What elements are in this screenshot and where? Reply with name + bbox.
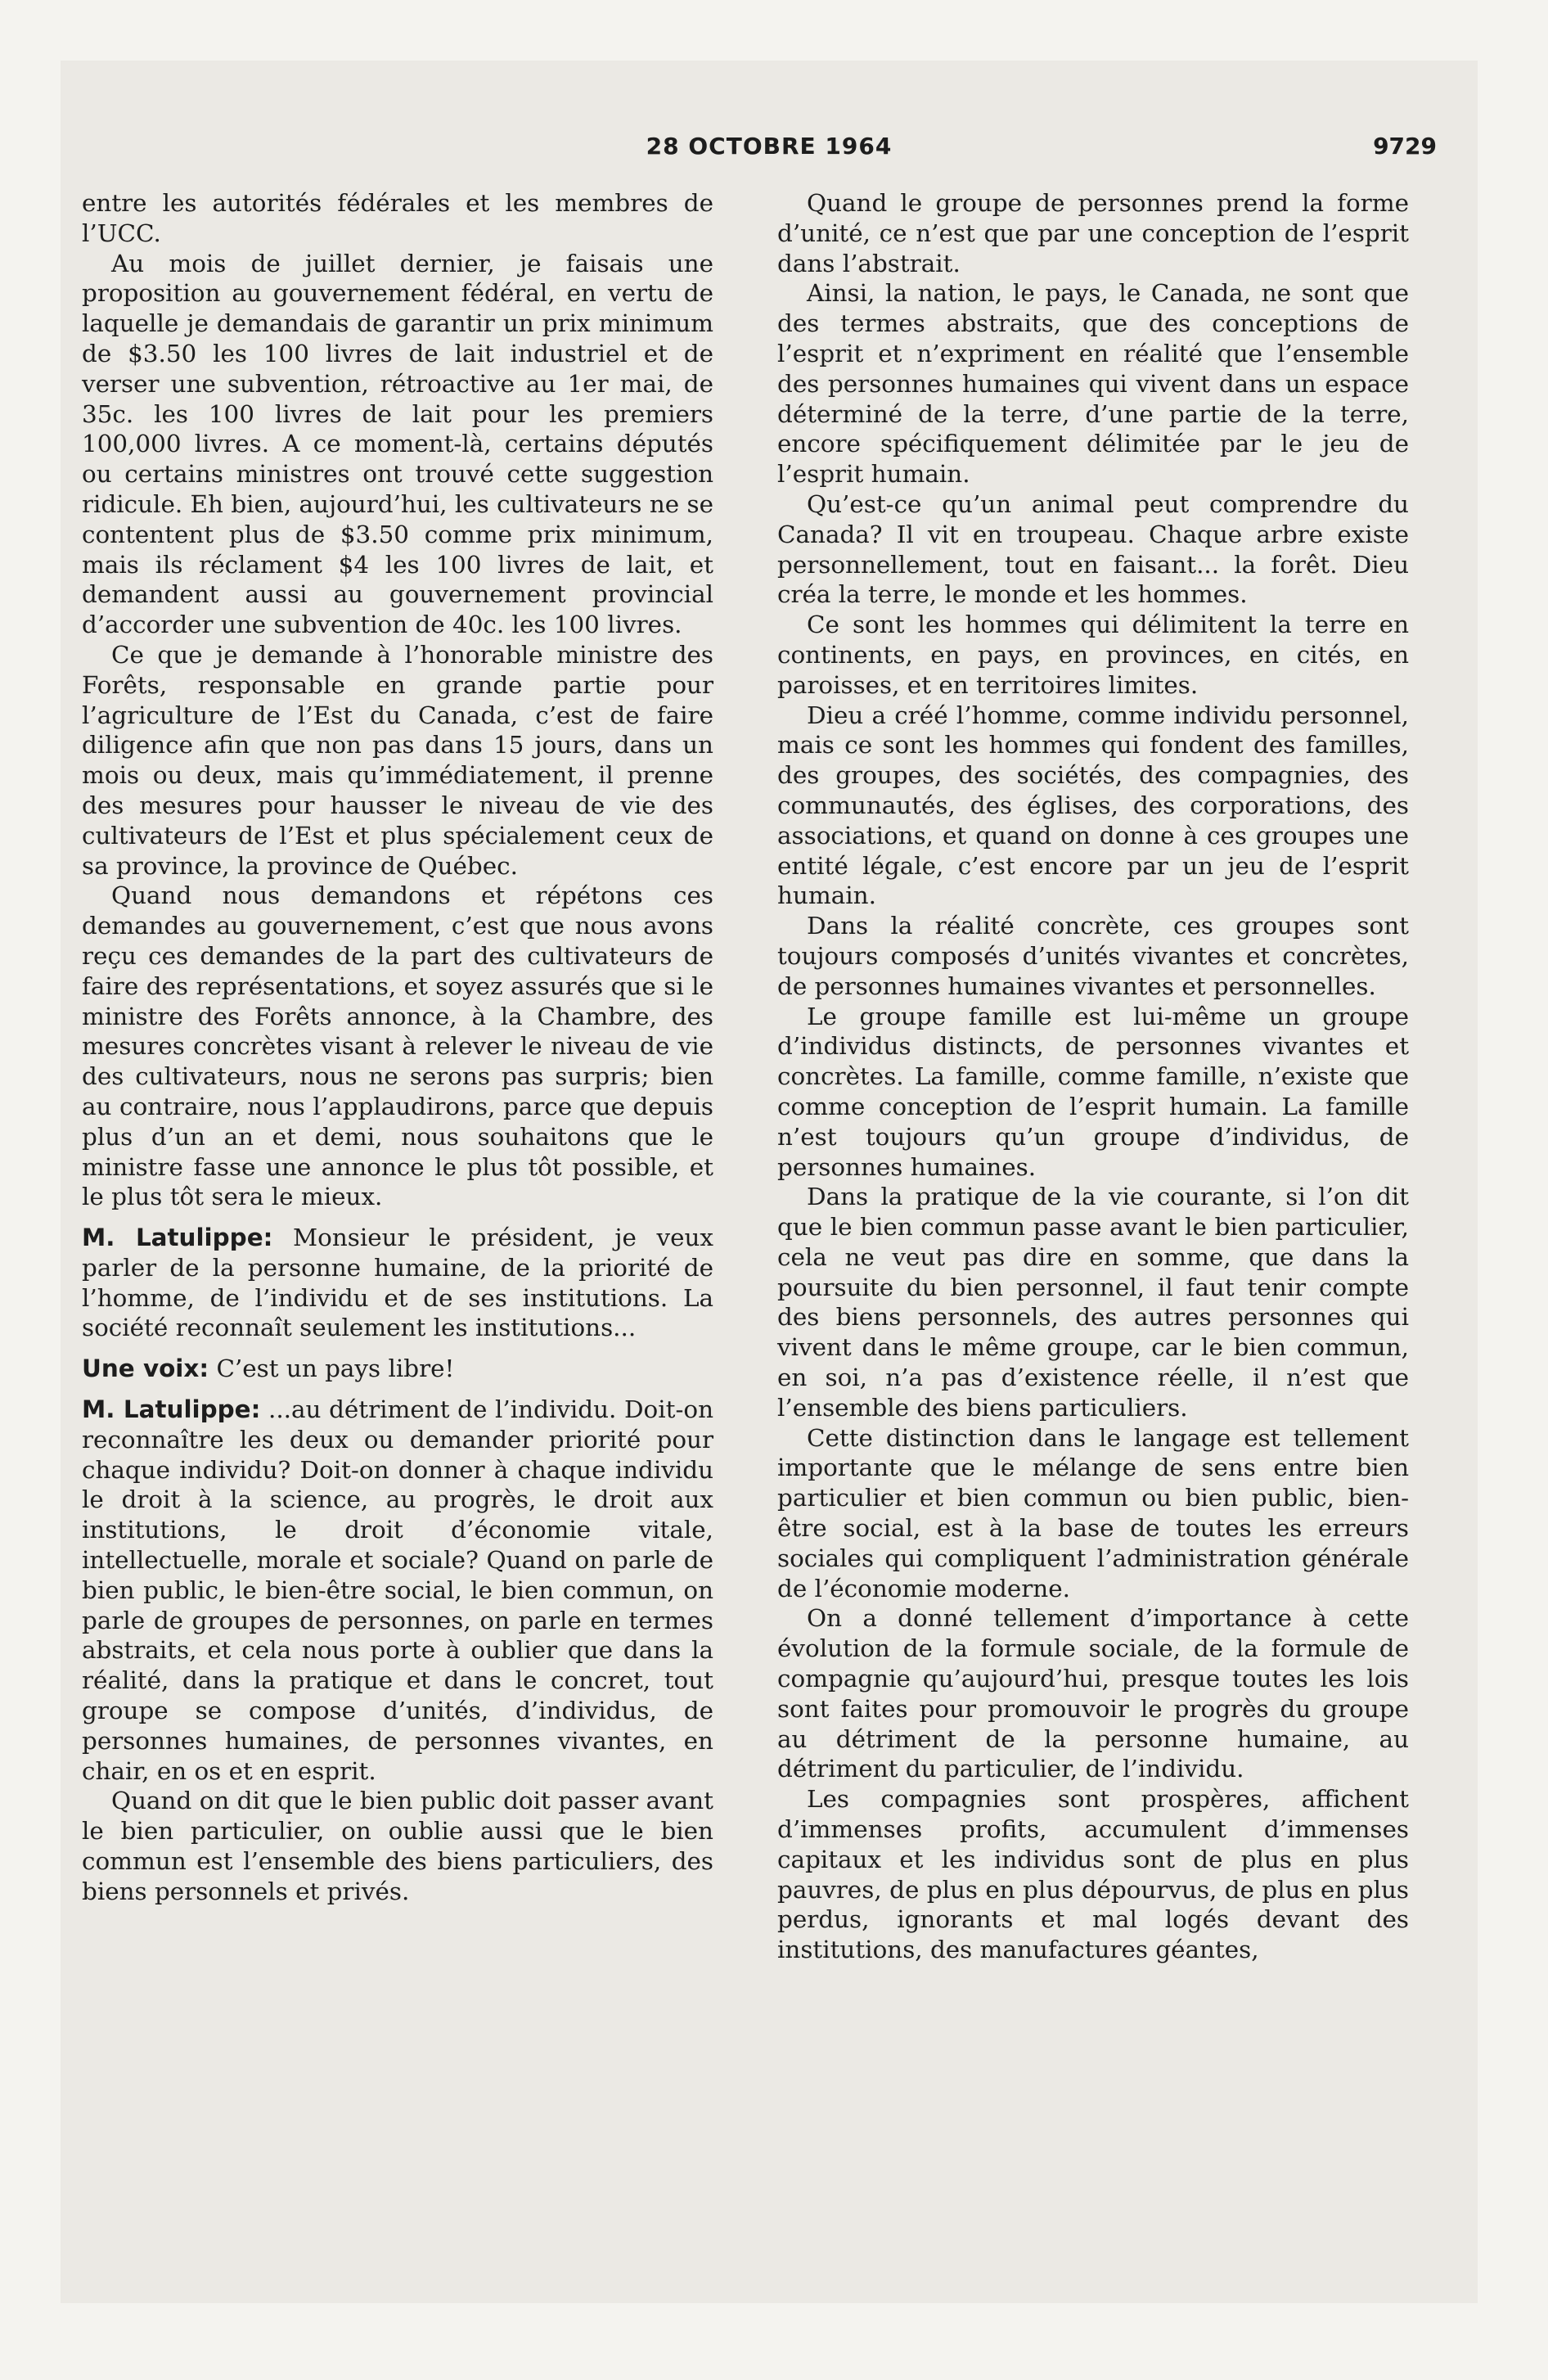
paragraph <box>82 188 713 249</box>
paragraph <box>82 1395 713 1786</box>
paragraph-text: Dans la réalité concrète, ces groupes sont toujours composés d’unités vivantes et concrètes, de personnes humaines vivantes et personnelles. <box>777 912 1409 1000</box>
paragraph-text: Dieu a créé l’homme, comme individu personnel, mais ce sont les hommes qui fondent des familles, des groupes, des sociétés, des compagnies, des communautés, des églises, des corporations, des associations, et quand on donne à ces groupes une entité légale, c’est encore par un jeu de l’esprit humain. <box>777 701 1409 910</box>
paragraph <box>777 278 1409 489</box>
paragraph-text: ...au détriment de l’individu. Doit-on reconnaître les deux ou demander priorité pour chaque individu? Doit-on donner à chaque individu le droit à la science, au progrès, le droit aux institutions, le droit d’économie vitale, intellectuelle, morale et sociale? Quand on parle de bien public, le bien-être social, le bien commun, on parle de groupes de personnes, on parle en termes abstraits, et cela nous porte à oublier que dans la réalité, dans la pratique et dans le concret, tout groupe se compose d’unités, d’individus, de personnes humaines, de personnes vivantes, en chair, en os et en esprit. <box>82 1395 714 1785</box>
paragraph <box>82 640 713 881</box>
paragraph-text: Quand nous demandons et répétons ces demandes au gouvernement, c’est que nous avons reçu ces demandes de la part des cultivateurs de faire des représentations, et soyez assurés que si le ministre des Forêts annonce, à la Chambre, des mesures concrètes visant à relever le niveau de vie des cultivateurs, nous ne serons pas surpris; bien au contraire, nous l’applaudirons, parce que depuis plus d’un an et demi, nous souhaitons que le ministre fasse une annonce le plus tôt possible, et le plus tôt sera le mieux. <box>82 881 713 1211</box>
paragraph <box>82 1786 713 1906</box>
paragraph-text: Dans la pratique de la vie courante, si l’on dit que le bien commun passe avant le bien particulier, cela ne veut pas dire en somme, que dans la poursuite du bien personnel, il faut tenir compte des biens personnels, des autres personnes qui vivent dans le même groupe, car le bien commun, en soi, n’a pas d’existence réelle, il n’est que l’ensemble des biens particuliers. <box>777 1183 1409 1422</box>
paragraph <box>82 1354 713 1384</box>
right-column <box>777 188 1409 1965</box>
paragraph <box>82 1223 713 1343</box>
paragraph <box>82 249 713 640</box>
paragraph <box>777 701 1409 912</box>
paragraph <box>777 489 1409 610</box>
speaker-name: M. Latulippe: <box>82 1395 261 1424</box>
paragraph-text: Le groupe famille est lui-même un groupe d’individus distincts, de personnes vivantes et concrètes. La famille, comme famille, n’existe que comme conception de l’esprit humain. La famille n’est toujours qu’un groupe d’individus, de personnes humaines. <box>777 1002 1409 1181</box>
paragraph-text: Quand on dit que le bien public doit passer avant le bien particulier, on oublie aussi que le bien commun est l’ensemble des biens particuliers, des biens personnels et privés. <box>82 1787 713 1905</box>
paragraph <box>82 881 713 1212</box>
paragraph-text: On a donné tellement d’importance à cette évolution de la formule sociale, de la formule de compagnie qu’aujourd’hui, presque toutes les lois sont faites pour promouvoir le progrès du groupe au détriment de la personne humaine, au détriment du particulier, de l’individu. <box>777 1604 1409 1783</box>
paragraph <box>777 1002 1409 1183</box>
paragraph-text: Au mois de juillet dernier, je faisais une proposition au gouvernement fédéral, en vertu de laquelle je demandais de garantir un prix minimum de $3.50 les 100 livres de lait industriel et de verser une subvention, rétroactive au 1er mai, de 35c. les 100 livres de lait pour les premiers 100,000 livres. A ce moment-là, certains députés ou certains ministres ont trouvé cette suggestion ridicule. Eh bien, aujourd’hui, les cultivateurs ne se contentent plus de $3.50 comme prix minimum, mais ils réclament $4 les 100 livres de lait, et demandent aussi au gouvernement provincial d’accorder une subvention de 40c. les 100 livres. <box>82 249 713 639</box>
header-date: 28 OCTOBRE 1964 <box>646 133 893 160</box>
paragraph-text: Ainsi, la nation, le pays, le Canada, ne sont que des termes abstraits, que des conceptions de l’esprit et n’expriment en réalité que l’ensemble des personnes humaines qui vivent dans un espace déterminé de la terre, d’une partie de la terre, encore spécifiquement délimitée par le jeu de l’esprit humain. <box>777 279 1409 489</box>
paragraph <box>777 1423 1409 1604</box>
paragraph-text: Qu’est-ce qu’un animal peut comprendre du Canada? Il vit en troupeau. Chaque arbre existe personnellement, tout en faisant... la forêt. Dieu créa la terre, le monde et les hommes. <box>777 489 1409 609</box>
speaker-name: M. Latulippe: <box>82 1224 273 1252</box>
paragraph <box>777 1784 1409 1965</box>
paragraph-text: Monsieur le président, je veux parler de la personne humaine, de la priorité de l’homme, de l’individu et de ses institutions. La société reconnaît seulement les institutions... <box>82 1224 713 1342</box>
paragraph-text: Ce sont les hommes qui délimitent la terre en continents, en pays, en provinces, en cités, en paroisses, et en territoires limites. <box>777 611 1409 699</box>
paragraph-text: Les compagnies sont prospères, affichent d’immenses profits, accumulent d’immenses capitaux et les individus sont de plus en plus pauvres, de plus en plus dépourvus, de plus en plus perdus, ignorants et mal logés devant des institutions, des manufactures géantes, <box>777 1785 1409 1964</box>
paragraph-text: Cette distinction dans le langage est tellement importante que le mélange de sens entre bien particulier et bien commun ou bien public, bien-être social, est à la base de toutes les erreurs sociales qui compliquent l’administration générale de l’économie moderne. <box>777 1423 1409 1602</box>
paragraph-text: entre les autorités fédérales et les membres de l’UCC. <box>82 189 713 247</box>
paragraph <box>777 188 1409 278</box>
paragraph <box>777 1182 1409 1422</box>
speaker-name: Une voix: <box>82 1355 209 1383</box>
page-header <box>61 133 1478 182</box>
paragraph <box>777 911 1409 1001</box>
document-page <box>61 61 1478 2303</box>
paragraph <box>777 1603 1409 1784</box>
paragraph-text: Quand le groupe de personnes prend la forme d’unité, ce n’est que par une conception de l’esprit dans l’abstrait. <box>777 189 1409 277</box>
page-number: 9729 <box>1373 133 1437 160</box>
left-column <box>82 188 713 1907</box>
paragraph-text: C’est un pays libre! <box>216 1355 455 1383</box>
paragraph <box>777 610 1409 700</box>
paragraph-text: Ce que je demande à l’honorable ministre des Forêts, responsable en grande partie pour l’agriculture de l’Est du Canada, c’est de faire diligence afin que non pas dans 15 jours, dans un mois ou deux, mais qu’immédiatement, il prenne des mesures pour hausser le niveau de vie des cultivateurs de l’Est et plus spécialement ceux de sa province, la province de Québec. <box>82 640 713 880</box>
